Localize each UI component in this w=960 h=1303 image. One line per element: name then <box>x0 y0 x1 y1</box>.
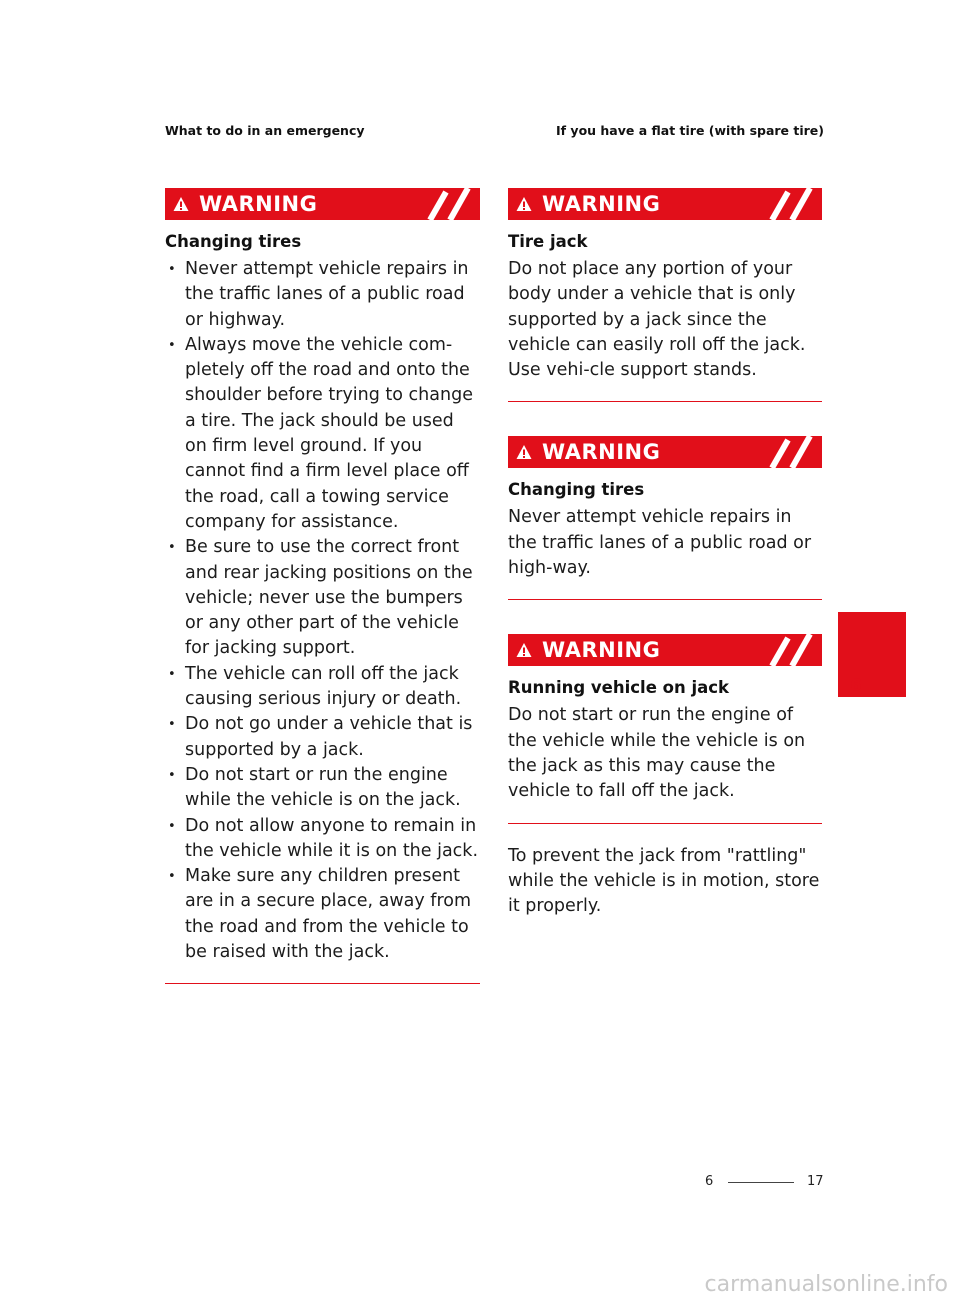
list-item: • Be sure to use the correct front and rear jacking positions on the vehicle; never use the bumpers or any other part of the vehicle for jacking support. <box>165 535 480 661</box>
warning-text: Do not place any portion of your body under a vehicle that is only supported by a jack since the vehicle can easily roll off the jack. Use vehi-cle support stands. <box>508 259 806 381</box>
running-header-chapter: What to do in an emergency <box>165 123 365 138</box>
warning-triangle-icon <box>516 444 532 460</box>
chapter-tab <box>838 612 906 697</box>
footer-page-number: 17 <box>807 1174 824 1189</box>
double-slash-decoration <box>766 436 822 468</box>
warning-triangle-icon <box>516 196 532 212</box>
list-item: • Do not go under a vehicle that is supported by a jack. <box>165 712 480 763</box>
left-column <box>165 188 480 984</box>
footer-divider <box>728 1182 794 1183</box>
right-column <box>508 188 822 919</box>
warning-block-running-vehicle <box>508 634 822 823</box>
warning-title: WARNING <box>542 192 661 216</box>
warning-end-rule <box>508 823 822 824</box>
double-slash-decoration <box>424 188 480 220</box>
warning-title: WARNING <box>542 440 661 465</box>
warning-heading: Changing tires <box>508 480 645 500</box>
warning-heading: Running vehicle on jack <box>508 678 729 698</box>
list-item: • Make sure any children present are in a secure place, away from the road and from the vehicle to be raised with the jack. <box>165 864 480 965</box>
warning-bar <box>508 188 822 220</box>
warning-end-rule <box>508 599 822 600</box>
list-item: • Do not allow anyone to remain in the vehicle while it is on the jack. <box>165 814 480 865</box>
warning-text: Do not start or run the engine of the vehicle while the vehicle is on the jack as this may cause the vehicle to fall off the jack. <box>508 705 806 802</box>
warning-text: Never attempt vehicle repairs in the traffic lanes of a public road or high-way. <box>508 507 812 579</box>
warning-block-tire-jack <box>508 188 822 402</box>
warning-bar <box>165 188 480 220</box>
warning-triangle-icon <box>173 196 189 212</box>
warning-end-rule <box>508 401 822 402</box>
storage-note: To prevent the jack from "rattling" while the vehicle is in motion, store it properly. <box>508 845 820 917</box>
list-item: • Never attempt vehicle repairs in the traffic lanes of a public road or highway. <box>165 257 480 333</box>
warning-heading: Changing tires <box>165 232 302 251</box>
double-slash-decoration <box>766 634 822 666</box>
warning-bullet-list <box>165 257 480 965</box>
running-header-section: If you have a flat tire (with spare tire) <box>555 123 824 138</box>
double-slash-decoration <box>766 188 822 220</box>
warning-bar <box>508 634 822 666</box>
chapter-tab-number: 6 <box>850 676 862 696</box>
list-item: • The vehicle can roll off the jack causing serious injury or death. <box>165 662 480 713</box>
warning-end-rule <box>165 983 480 984</box>
warning-triangle-icon <box>516 642 532 658</box>
list-item: • Do not start or run the engine while the vehicle is on the jack. <box>165 763 480 814</box>
watermark: carmanualsonline.info <box>704 1272 948 1297</box>
warning-title: WARNING <box>199 192 318 216</box>
warning-heading: Tire jack <box>508 232 588 251</box>
warning-block-changing-tires <box>508 436 822 600</box>
warning-title: WARNING <box>542 638 661 663</box>
footer-chapter-number: 6 <box>705 1174 714 1189</box>
list-item: • Always move the vehicle com-pletely off the road and onto the shoulder before trying to change a tire. The jack should be used on firm level ground. If you cannot find a firm level place off the road, call a towing service company for assistance. <box>165 333 480 535</box>
warning-bar <box>508 436 822 468</box>
